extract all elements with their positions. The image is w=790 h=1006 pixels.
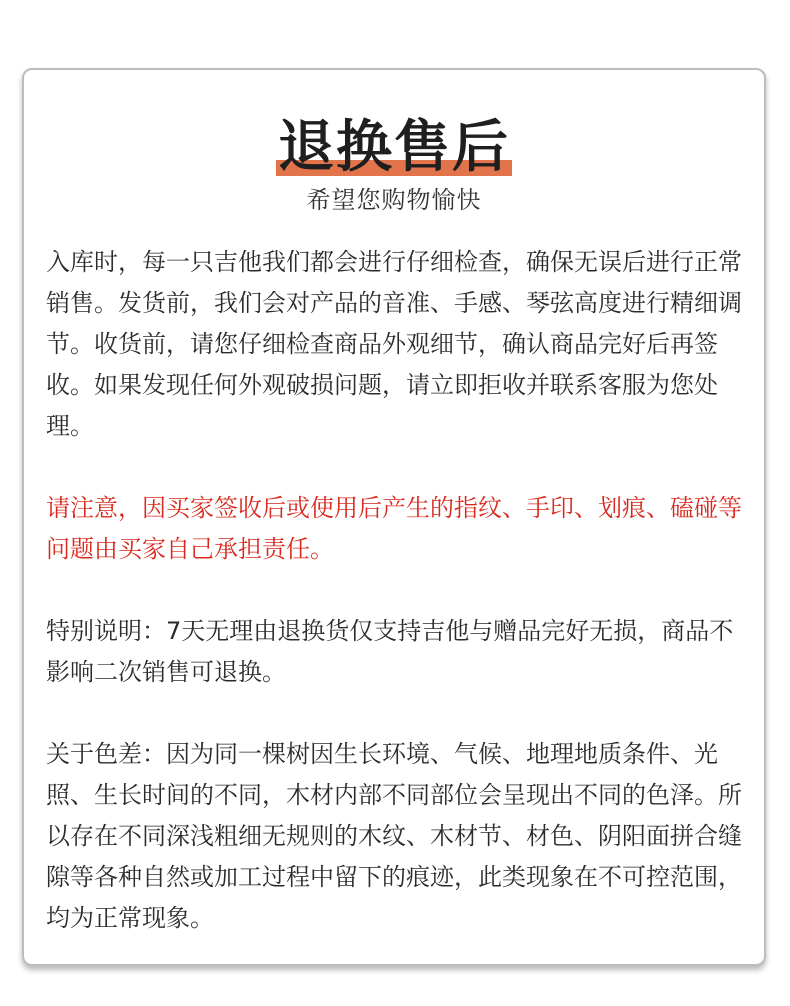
special-note-paragraph: 特别说明：7天无理由退换货仅支持吉他与赠品完好无损，商品不影响二次销售可退换。 <box>46 617 734 686</box>
page-subtitle: 希望您购物愉快 <box>306 186 482 214</box>
after-sales-card <box>22 68 766 966</box>
page-title-text: 退换售后 <box>278 115 510 180</box>
title-block <box>24 116 764 180</box>
notice-paragraph: 请注意，因买家签收后或使用后产生的指纹、手印、划痕、磕碰等问题由买家自己承担责任。 <box>46 494 742 563</box>
inspection-paragraph: 入库时，每一只吉他我们都会进行仔细检查，确保无误后进行正常销售。发货前，我们会对产品的音准、手感、琴弦高度进行精细调节。收货前，请您仔细检查商品外观细节，确认商品完好后再签收。如果发现任何外观破损问题，请立即拒收并联系客服为您处理。 <box>46 248 742 440</box>
page-title <box>276 116 512 180</box>
color-difference-paragraph: 关于色差：因为同一棵树因生长环境、气候、地理地质条件、光照、生长时间的不同，木材内部不同部位会呈现出不同的色泽。所以存在不同深浅粗细无规则的木纹、木材节、材色、阴阳面拼合缝隙等各种自然或加工过程中留下的痕迹，此类现象在不可控范围，均为正常现象。 <box>46 740 742 932</box>
